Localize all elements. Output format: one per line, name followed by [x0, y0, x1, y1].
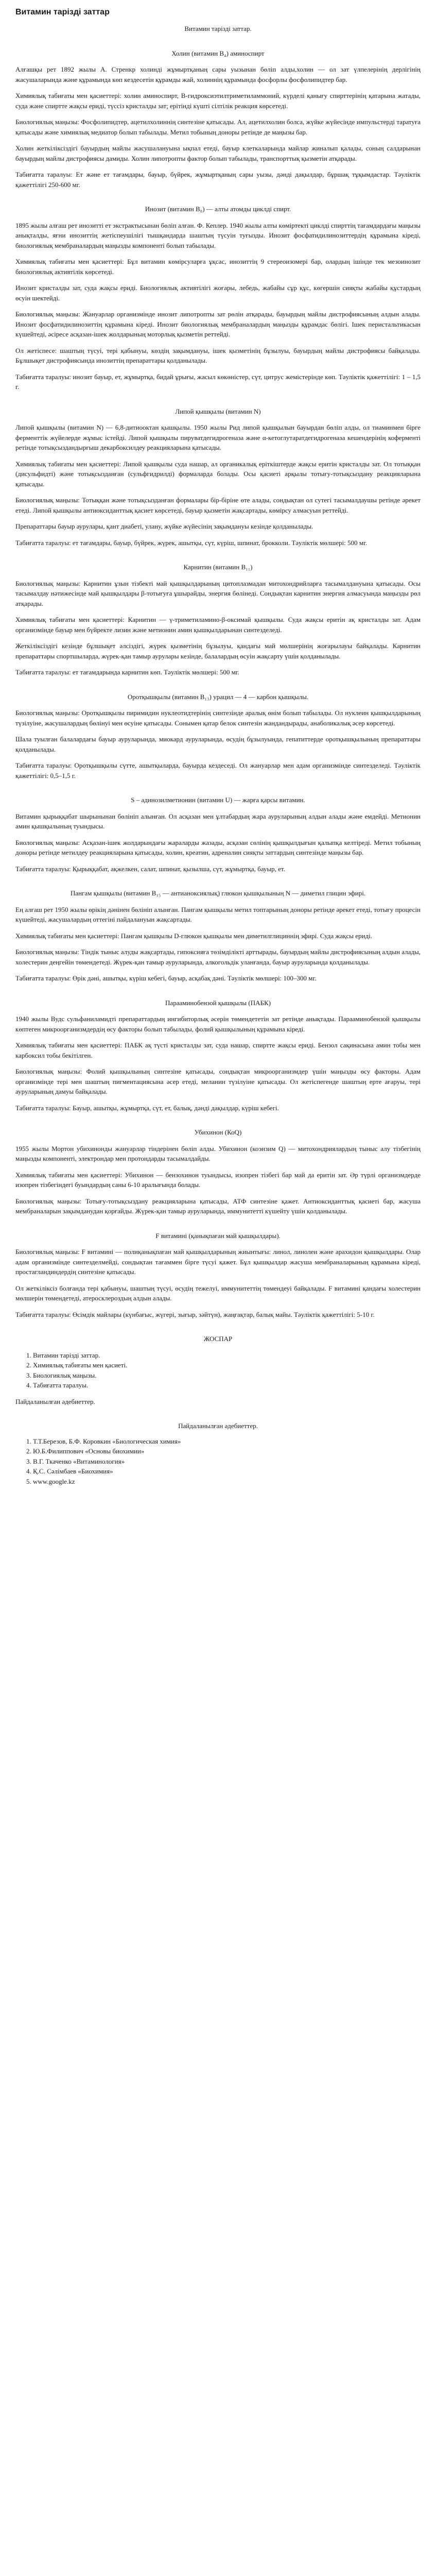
paragraph: Биологиялық маңызы: Тіндік тыныс алуды жақсартады, гипоксияға төзімділікті арттырады, бауырдың майлы дистрофиясының алдын алады, холестерин деңгейін төмендетеді. Жүрек-қан тамыр ауруларында, алкогольдік уланғанда, бауыр ауруларында қолданылады.	[15, 948, 421, 966]
sections-container	[15, 24, 421, 1319]
paragraph: Холин жеткіліксіздігі бауырдың майлы жасушалануына ықпал етеді, бауыр клеткаларында майлар жиналып қалады, соның салдарынан бауырдың майлы дистрофиясы дамиды. Холин липотропты фактор болып табылады, транспорттық қызметін атқарады.	[15, 144, 421, 162]
bibliography-title: Пайдаланылған әдебиеттер.	[178, 1422, 258, 1430]
section-title: Пангам қышқылы (витамин B₁₅ — антианоксиялық) глюкон қышқылының N — диметил глицин эфирі.	[70, 889, 366, 897]
plan-item: 2. Химиялық табиғаты мен қасиеті.	[33, 1360, 421, 1370]
paragraph: Табиғатта таралуы: ет тағамдарында карнитин көп. Тәуліктік мөлшері: 500 мг.	[15, 668, 239, 676]
paragraph: Витамин қырыққабат шырынынан бөлініп алынған. Ол асқазан мен ұлтабардың жара ауруларының алдын алады және емдейді. Метионин амин қышқылының туындысы.	[15, 812, 421, 830]
paragraph: Шала туылған балалардағы бауыр ауруларында, миокард ауруларында, өсудің бұзылуында, гепатиттерде оротқышқылының препараттары қолданылады.	[15, 735, 421, 753]
literature-label: Пайдаланылған әдебиеттер.	[15, 1397, 95, 1405]
section	[15, 24, 421, 34]
paragraph: Биологиялық маңызы: F витамині — полиқанықпаған май қышқылдарының жиынтығы: линол, линолен және арахидон қышқылдары. Олар адам организмінде синтезделмейді, сондықтан тағаммен бірге түсуі қажет. Бұл қышқылдар жасуша мембраналарының құрамына кіреді, простагландиндердің синтезіне қатысады.	[15, 1248, 421, 1276]
bibliography-item: 4. Қ.С. Сәлімбаев «Биохимия»	[33, 1466, 421, 1477]
section	[15, 888, 421, 984]
paragraph: Табиғатта таралуы: Өрік дәні, ашытқы, күріш кебегі, бауыр, асқабақ дәні. Тәуліктік мөлшері: 100–300 мг.	[15, 974, 317, 982]
plan-item: 3. Биологиялық маңызы.	[33, 1370, 421, 1381]
paragraph: Табиғатта таралуы: Бауыр, ашытқы, жұмыртқа, сүт, ет, балық, дәнді дақылдар, күріш кебегі.	[15, 1104, 279, 1112]
paragraph: Химиялық табиғаты мен қасиеттері: Пангам қышқылы D-глюкон қышқылы мен диметилглициннің эфирі. Суда жақсы ериді.	[15, 931, 372, 940]
section-title: S – адинозилметионин (витамин U) — жарға қарсы витамин.	[131, 796, 305, 804]
paragraph: Биологиялық маңызы: Фосфолипидтер, ацетилхолиннің синтезіне қатысады. Ал, ацетилхолин болса, жүйке жүйесінде импульстерді таратуға қатысады және химиялық медиатор болып табылады. Метил тобының доноры ретінде де маңызы бар.	[15, 118, 421, 136]
bibliography-item: 3. В.Г. Ткаченко «Витаминология»	[33, 1456, 421, 1467]
paragraph: Липой қышқылы (витамин N) — 6,8-дитиооктан қышқылы. 1950 жылы Рид липой қышқылын бауырдан бөліп алды, ол тиаминмен бірге ферменттік жүйелерде жұмыс істейді. Липой қышқылы пируватдегидрогеназа және α-кетоглутаратдегидрогеназа кешендерінің коферменті ретінде тотықсыздандырғыш декарбоксилдеу реакцияларына қатысады.	[15, 423, 421, 451]
paragraph: 1895 жылы алғаш рет инозитті ет экстрактысынан бөліп алған. Ф. Кеплер. 1940 жылы алты көміртекті циклді спирттің тағамдардағы маңызы анықталды, яғни инозиттің жетіспеушілігі тышқандарда шаштың түсуін туғызды. Инозит фосфатидилинозиттердің құрамына кіреді, биологиялық мембраналардың маңызды компоненті болып табылады.	[15, 221, 421, 249]
paragraph: Химиялық табиғаты мен қасиеттері: Карнитин — γ-триметиламино-β-оксимай қышқылы. Суда жақсы еритін ақ кристалды зат. Адам организмінде бауыр мен бүйректе лизин және метионин амин қышқылдарынан синтезделеді.	[15, 616, 421, 634]
section-title: Витамин тарізді заттар.	[184, 25, 252, 32]
paragraph: Биологиялық маңызы: Фолий қышқылының синтезіне қатысады, сондықтан микроорганизмдер үшін маңызды өсу факторы. Адам организмінде тері мен шаштың пигментациясына әсер етеді, меланин түзілуіне қатысады. Ол жетіспегенде шаштың ерте ағаруы, тері ауруларының дамуы байқалады.	[15, 1067, 421, 1095]
plan-list	[15, 1350, 421, 1391]
paragraph: Табиғатта таралуы: Оротқышқылы сүтте, ашытқыларда, бауырда кездеседі. Ол жануарлар мен адам организмінде синтезделеді. Тәуліктік қажеттілігі: 0,5–1,5 г.	[15, 761, 421, 779]
section-title: Парааминобензой қышқылы (ПАБК)	[165, 998, 271, 1007]
paragraph: Алғашқы рет 1892 жылы А. Стренкр холинді жұмыртқаның сары уызынан бөліп алды,холин — ол зат үлпелерінің дерлігінің жасушаларында және құрамында көп кездесетін құрамды жай, холиннің құрамында фосфорлы фосфолипидтер бар.	[15, 65, 421, 83]
paragraph: 1940 жылы Вудс сульфаниламидті препараттардың ингибиторлық әсерін төмендететін зат ретінде анықтады. Парааминобензой қышқылы көптеген микроорганизмдердің өсу факторы болып табылады, фолий қышқылының құрамына кіреді.	[15, 1015, 421, 1033]
paragraph: Биологиялық маңызы: Оротқышқылы пиримидин нуклеотидтерінің синтезінде аралық өнім болып табылады. Ол нуклеин қышқылдарының түзілуіне, жасушалардың бөлінуі мен өсуіне қатысады. Сонымен қатар белок синтезін жандандырады, анаболикалық әсер көрсетеді.	[15, 709, 421, 727]
bibliography-item: 5. www.google.kz	[33, 1477, 421, 1487]
paragraph: Инозит кристалды зат, суда жақсы ериді. Биологиялық активтілігі жоғары, лебедь, жабайы сұр құс, көгершін сияқты жабайы құстардың өсуін шектейді.	[15, 284, 421, 302]
section	[15, 1127, 421, 1216]
paragraph: Химиялық табиғаты мен қасиеттері: Бұл витамин көмірсуларға ұқсас, инозиттің 9 стереоизомері бар, олардың ішінде тек мезоинозит биологиялық активтілік көрсетеді.	[15, 258, 421, 276]
bibliography-section	[15, 1421, 421, 1486]
section	[15, 204, 421, 392]
plan-title: ЖОСПАР	[203, 1335, 233, 1343]
paragraph: Препараттары бауыр аурулары, қант диабеті, улану, жүйке жүйесінің зақымдануы кезінде қолданылады.	[15, 522, 313, 530]
section	[15, 998, 421, 1113]
section-title: Карнитин (витамин B₁₁)	[183, 563, 253, 571]
section-title: Инозит (витамин B₈) — алты атомды циклді спирт.	[145, 205, 291, 213]
paragraph: Химиялық табиғаты мен қасиеттері: ПАБК ақ түсті кристалды зат, суда нашар, спиртте жақсы ериді. Бензол сақинасына амин тобы мен карбоксил тобы бекітілген.	[15, 1041, 421, 1059]
paragraph: Ең алғаш рет 1950 жылы өрікің дәнінен бөлініп алынған. Пангам қышқылы метил топтарының доноры ретінде әрекет етеді, тотығу процесін күшейтеді, жасушалардың оттегіні пайдалануын жақсартады.	[15, 905, 421, 923]
section-title: Убихинон (КоQ)	[194, 1128, 242, 1136]
page-title: Витамин тарізді заттар	[15, 8, 110, 16]
paragraph: Табиғатта таралуы: Қырыққабат, ақжелкен, салат, шпинат, қызылша, сүт, жұмыртқа, бауыр, ет.	[15, 865, 285, 873]
paragraph: Жеткіліксіздігі кезінде бұлшықет әлсіздігі, жүрек қызметінің бұзылуы, қандағы май мөлшерінің жоғарылауы байқалады. Карнитин препараттары спортшыларда, жүрек-қан тамыр аурулары кезінде, балалардың өсуін жақсарту үшін қолданылады.	[15, 642, 421, 660]
paragraph: Табиғатта таралуы: Өсімдік майлары (күнбағыс, жүгері, зығыр, зәйтүн), жаңғақтар, балық майы. Тәуліктік қажеттілігі: 5-10 г.	[15, 1310, 375, 1318]
paragraph: Ол жетіспесе: шаштың түсуі, тері қабынуы, көздің зақымдануы, ішек қызметінің бұзылуы, бауырдың майлы дистрофиясы байқалады. Бұлшықет дистрофиясында инозиттің препараттары қолданылады.	[15, 346, 421, 364]
paragraph: Химиялық табиғаты мен қасиеттері: холин аминоспирт, B-гидроксиэтилтриметиламмоний, күрделі қанығу спирттерінің қатарына жатады, суда және спиртте жақсы ериді, түссіз кристалды зат; ерітінді күшті сілтілік реакция көрсетеді.	[15, 92, 421, 110]
section	[15, 406, 421, 548]
plan-section	[15, 1334, 421, 1406]
paragraph: Табиғатта таралуы: инозит бауыр, ет, жұмыртқа, бидай ұрығы, жасыл көкөністер, сүт, цитрус жемістерінде көп. Тәуліктік қажеттілігі: 1 – 1,5 г.	[15, 372, 421, 391]
bibliography-list	[15, 1436, 421, 1487]
paragraph: Табиғатта таралуы: ет тағамдары, бауыр, бүйрек, жүрек, ашытқы, сүт, күріш, шпинат, брокколи. Тәуліктік мөлшері: 500 мг.	[15, 538, 368, 547]
paragraph: Химиялық табиғаты мен қасиеттері: Липой қышқылы суда нашар, ал органикалық еріткіштерде жақсы еритін кристалды зат. Ол тотыққан (дисульфидті) және тотықсызданған (сульфгидрилді) формаларда болады. Осы қасиеті арқылы тотығу-тотықсыздану реакцияларына қатысады.	[15, 460, 421, 488]
section	[15, 692, 421, 781]
document	[15, 0, 421, 2576]
bibliography-item: 1. Т.Т.Березов, Б.Ф. Коровкин «Биологическая химия»	[33, 1436, 421, 1447]
section-title: Оротқышқылы (витамин B₁₃) урацил — 4 — карбон қышқылы.	[127, 692, 309, 701]
paragraph: Биологиялық маңызы: Тотығу-тотықсыздану реакцияларына қатысады, АТФ синтезіне қажет. Антиоксиданттық қасиеті бар, жасуша мембраналарын зақымданудан қорғайды. Жүрек-қан тамыр ауруларында, иммунитетті күшейту үшін қолданылады.	[15, 1197, 421, 1215]
plan-item: 1. Витамин тарізді заттар.	[33, 1350, 421, 1361]
section	[15, 1231, 421, 1320]
paragraph: Биологиялық маңызы: Асқазан-ішек жолдарындағы жараларды жазады, асқазан сөлінің қышқылдығын қалыпқа келтіреді. Метил тобының доноры ретінде метилдеу реакцияларына қатысады, холин, креатин, адреналин сияқты заттардың синтезінде маңызы бар.	[15, 838, 421, 856]
section	[15, 795, 421, 874]
section	[15, 48, 421, 190]
paragraph: Табиғатта таралуы: Ет және ет тағамдары, бауыр, бүйрек, жұмыртқаның сары уызы, дәнді дақылдар, бұршақ тұқымдастар. Тәуліктік қажеттілігі 250-600 мг.	[15, 171, 421, 189]
section-title: Липой қышқылы (витамин N)	[175, 407, 261, 415]
bibliography-item: 2. Ю.Б.Филиппович «Основы биохимии»	[33, 1446, 421, 1456]
section-title: Холин (витамин B₄) аминоспирт	[171, 49, 265, 57]
paragraph: Биологиялық маңызы: Жануарлар организмінде инозит липотропты зат рөлін атқарады, бауырдың майлы дистрофиясының алдын алады. Инозит фосфатидилинозиттің құрамына кіреді. Инозит биологиялық мембраналардың маңызды құрамдас бөлігі. Ішек перистальтикасын күшейтеді, әсіресе асқазан-ішек жолдарының моторлық қызметін реттейді.	[15, 310, 421, 338]
paragraph: 1955 жылы Мортон убихинонды жануарлар тіндерінен бөліп алды. Убихинон (коэнзим Q) — митохондриялардың тыныс алу тізбегінің маңызды компоненті, электрондар мен протондарды тасымалдайды.	[15, 1144, 421, 1162]
plan-item: 4. Табиғатта таралуы.	[33, 1380, 421, 1391]
section	[15, 562, 421, 677]
paragraph: Биологиялық маңызы: Тотыққан және тотықсызданған формалары бір-біріне өте алады, сондықтан ол сутегі тасымалдаушы ретінде әрекет етеді. Липой қышқылы антиоксиданттық қасиет көрсетеді, бауыр қызметін жақсартады, көмірсу алмасуын реттейді.	[15, 496, 421, 514]
paragraph: Ол жеткіліксіз болғанда тері қабынуы, шаштың түсуі, өсудің тежелуі, иммунитеттің төмендеуі байқалады. F витамині қандағы холестерин мөлшерін төмендетеді, атеросклероздың алдын алады.	[15, 1284, 421, 1302]
paragraph: Биологиялық маңызы: Карнитин ұзын тізбекті май қышқылдарының цитоплазмадан митохондрийларға тасымалдануына қатысады. Осы тасымалдау нәтижесінде май қышқылдары β-тотығуға ұшырайды, энергия бөлінеді. Сондықтан карнитин энергия алмасуында маңызды рөл атқарады.	[15, 579, 421, 607]
section-title: F витамині (қанықпаған май қышқылдары).	[155, 1231, 281, 1240]
paragraph: Химиялық табиғаты мен қасиеттері: Убихинон — бензохинон туындысы, изопрен тізбегі бар май да еритін зат. Әр түрлі организмдерде изопрен тізбегіндегі буындардың саны 6-10 аралығында болады.	[15, 1171, 421, 1189]
